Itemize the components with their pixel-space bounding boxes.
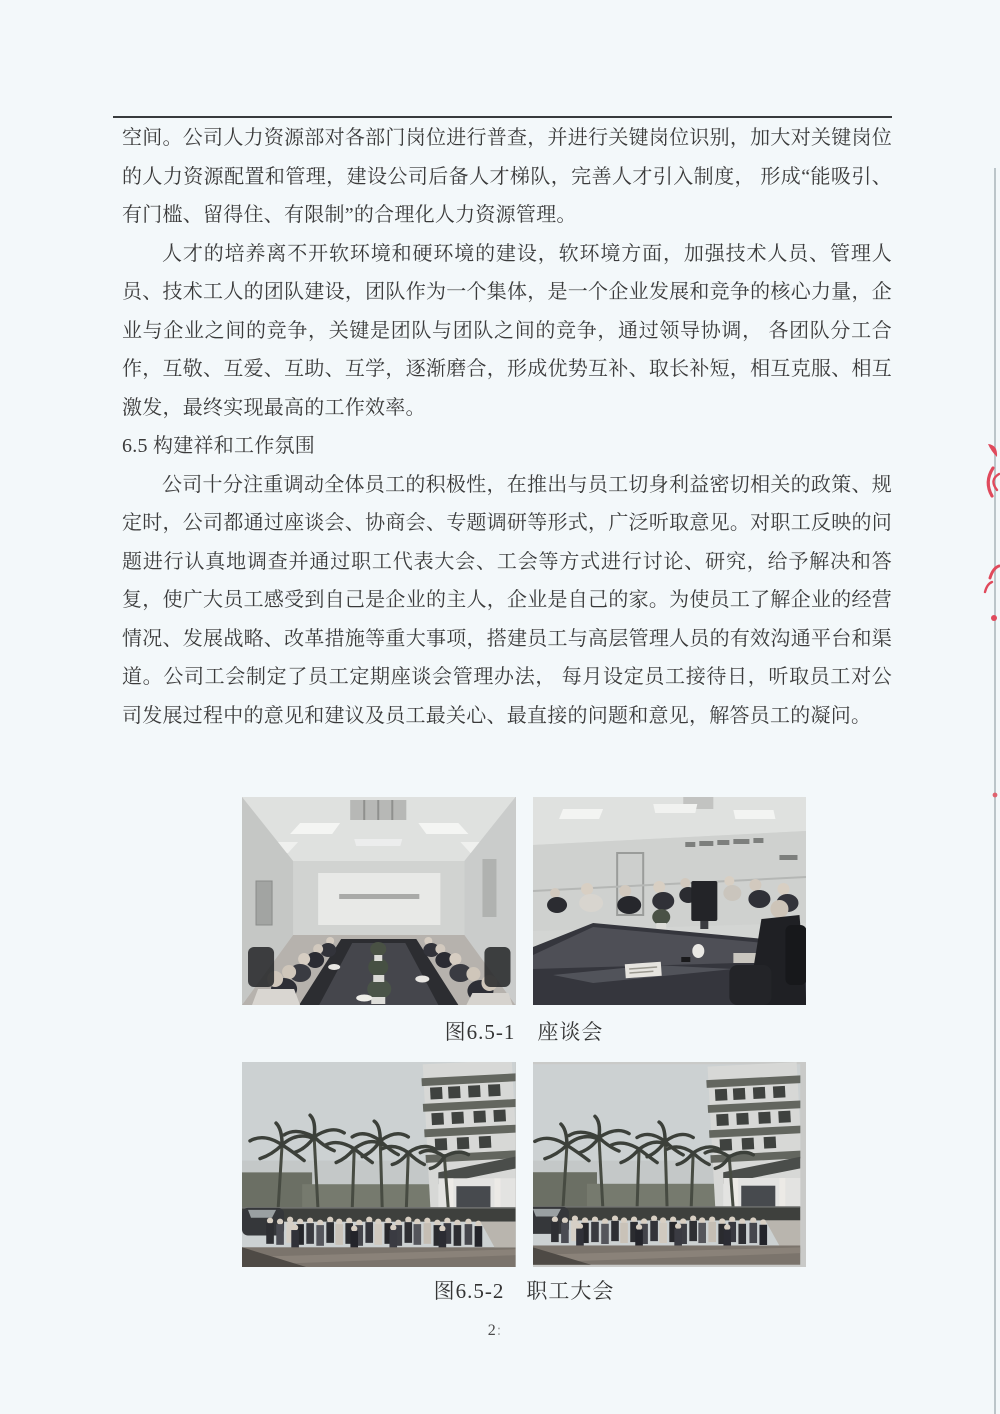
figure-2-photos	[242, 1062, 806, 1267]
figure-2-caption: 图6.5-2 职工大会	[433, 1279, 615, 1303]
page-number-digit: 2	[487, 1322, 497, 1339]
paragraph-talent: 人才的培养离不开软环境和硬环境的建设，软环境方面，加强技术人员、管理人员、技术工人的团队建设，团队作为一个集体，是一个企业发展和竞争的核心力量，企业与企业之间的竞争，关键是团队与团队之间的竞争，通过领导协调， 各团队分工合作，互敬、互爱、互助、互学，逐渐磨合，形成优势互补、取长补短，相互克服、相互激发，最终实现最高的工作效率。	[122, 242, 892, 419]
figure-1-photos	[242, 797, 806, 1005]
photo-staff-meeting-right	[533, 1062, 807, 1267]
section-heading: 6.5 构建祥和工作氛围	[122, 435, 315, 457]
red-pen-marks	[975, 430, 1000, 810]
paragraph-harmony: 公司十分注重调动全体员工的积极性，在推出与员工切身利益密切相关的政策、规定时，公司都通过座谈会、协商会、专题调研等形式，广泛听取意见。对职工反映的问题进行认真地调查并通过职工代表大会、工会等方式进行讨论、研究，给予解决和答复，使广大员工感受到自己是企业的主人，企业是自己的家。为使员工了解企业的经营情况、发展战略、改革措施等重大事项，搭建员工与高层管理人员的有效沟通平台和渠道。公司工会制定了员工定期座谈会管理办法， 每月设定员工接待日，听取员工对公司发展过程中的意见和建议及员工最关心、最直接的问题和意见，解答员工的凝问。	[122, 473, 892, 727]
photo-meeting-room-left	[242, 797, 516, 1005]
header-rule	[113, 116, 892, 118]
photo-staff-meeting-left	[242, 1062, 516, 1267]
paragraph-continued: 空间。公司人力资源部对各部门岗位进行普查，并进行关键岗位识别，加大对关键岗位的人力资源配置和管理，建设公司后备人才梯队，完善人才引入制度， 形成“能吸引、有门槛、留得住、有限制”的合理化人力资源管理。	[122, 127, 892, 226]
page-number	[0, 1322, 990, 1340]
body-text	[122, 119, 892, 735]
page-number-fragment: :	[496, 1322, 503, 1339]
figure-1-caption: 图6.5-1 座谈会	[444, 1020, 604, 1044]
photo-meeting-room-right	[533, 797, 807, 1005]
